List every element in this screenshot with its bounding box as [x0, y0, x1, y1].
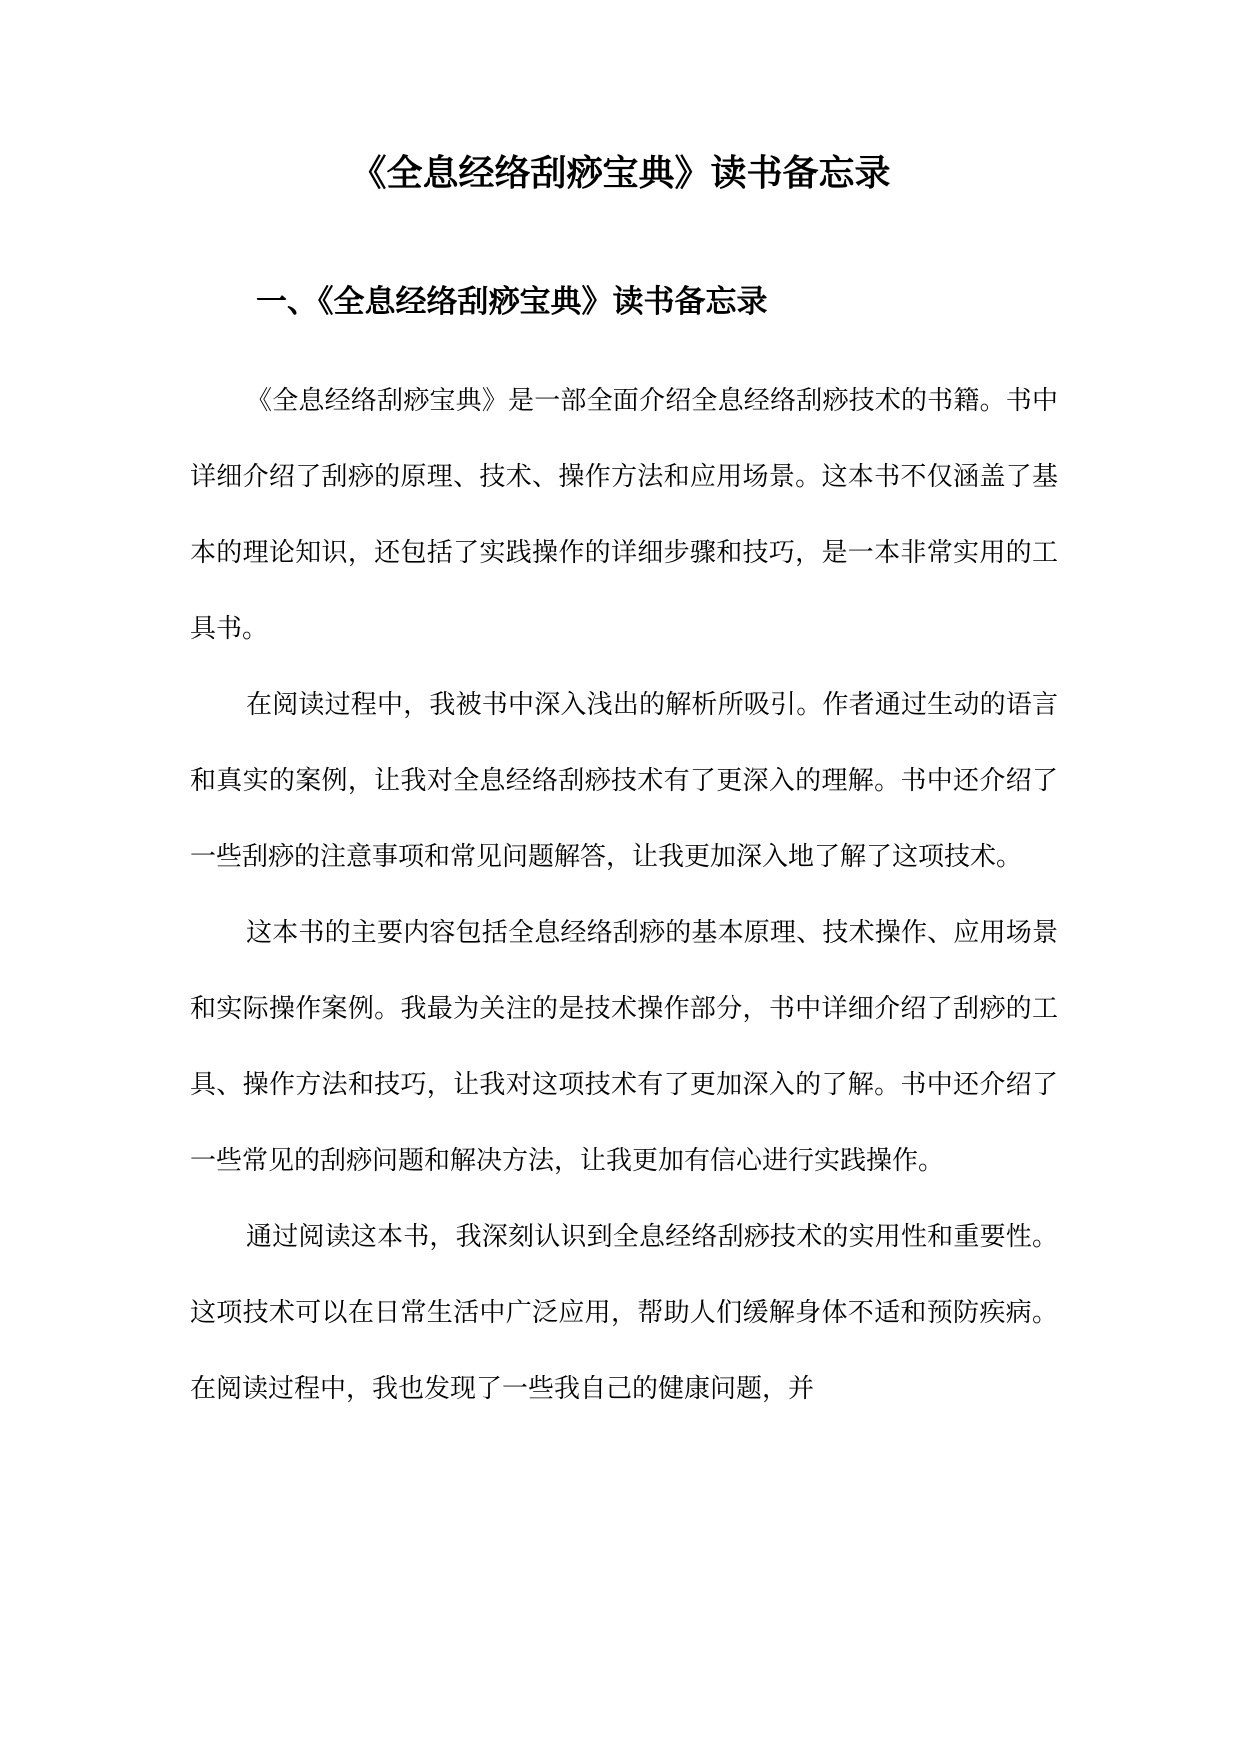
document-title: 《全息经络刮痧宝典》读书备忘录 — [350, 153, 891, 194]
paragraph-3: 这本书的主要内容包括全息经络刮痧的基本原理、技术操作、应用场景和实际操作案例。我最为关注的是技术操作部分，书中详细介绍了刮痧的工具、操作方法和技巧，让我对这项技术有了更加深入的了解。书中还介绍了一些常见的刮痧问题和解决方法，让我更加有信心进行实践操作。 — [190, 918, 1058, 1176]
paragraph-1: 《全息经络刮痧宝典》是一部全面介绍全息经络刮痧技术的书籍。书中详细介绍了刮痧的原理、技术、操作方法和应用场景。这本书不仅涵盖了基本的理论知识，还包括了实践操作的详细步骤和技巧，是一本非常实用的工具书。 — [190, 386, 1058, 644]
body-text — [190, 363, 1058, 1427]
section-heading: 一、《全息经络刮痧宝典》读书备忘录 — [256, 284, 768, 320]
paragraph-2: 在阅读过程中，我被书中深入浅出的解析所吸引。作者通过生动的语言和真实的案例，让我对全息经络刮痧技术有了更深入的理解。书中还介绍了一些刮痧的注意事项和常见问题解答，让我更加深入地了解了这项技术。 — [190, 690, 1058, 872]
paragraph-4: 通过阅读这本书，我深刻认识到全息经络刮痧技术的实用性和重要性。这项技术可以在日常生活中广泛应用，帮助人们缓解身体不适和预防疾病。在阅读过程中，我也发现了一些我自己的健康问题，并 — [190, 1222, 1058, 1404]
